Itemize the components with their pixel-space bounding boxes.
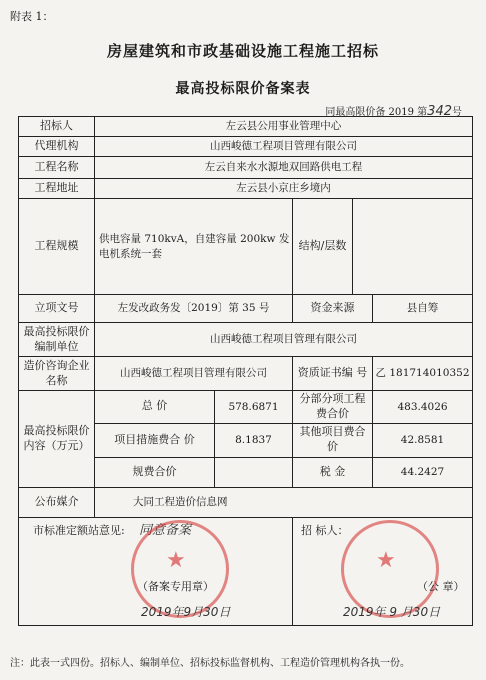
structure-value: [353, 199, 473, 295]
filing-seal-star-icon: ★: [166, 547, 186, 573]
project-address-label: 工程地址: [19, 179, 95, 199]
tax-label: 税 金: [293, 457, 373, 487]
certificate-label: 资质证书编 号: [293, 357, 373, 391]
fund-source-label: 资金来源: [293, 295, 373, 323]
tenderer-label: 招标人: [19, 117, 95, 137]
media-value: 大同工程造价信息网: [95, 487, 473, 517]
serial-suffix: 号: [452, 107, 462, 118]
price-limit-label: 最高投标限价内容（万元）: [19, 391, 95, 488]
consultant-label: 造价咨询企业名称: [19, 357, 95, 391]
filing-date: 2019年9月30日: [141, 604, 231, 619]
structure-label: 结构/层数: [293, 199, 353, 295]
project-scale-value: 供电容量 710kvA，自建容量 200kw 发电机系统一套: [95, 199, 293, 295]
subitem-cost-label: 分部分项工程费合价: [293, 391, 373, 424]
subitem-cost-value: 483.4026: [373, 391, 473, 424]
serial-prefix: 同最高限价备 2019 第: [325, 107, 428, 118]
footer-note: 注：此表一式四份。招标人、编制单位、招标投标监督机构、工程造价管理机构各执一份。: [10, 658, 410, 669]
fee-value: [215, 457, 293, 487]
total-price-label: 总 价: [95, 391, 215, 424]
other-cost-label: 其他项目费合价: [293, 423, 373, 457]
fee-label: 规费合价: [95, 457, 215, 487]
project-address-value: 左云县小京庄乡境内: [95, 179, 473, 199]
approval-number-value: 左发改政务发〔2019〕第 35 号: [95, 295, 293, 323]
agency-value: 山西峻德工程项目管理有限公司: [95, 137, 473, 157]
project-name-value: 左云自来水水源地双回路供电工程: [95, 157, 473, 179]
document-title: 房屋建筑和市政基础设施工程施工招标: [106, 42, 379, 60]
tenderer-seal-star-icon: ★: [376, 547, 396, 573]
total-price-value: 578.6871: [215, 391, 293, 424]
measure-cost-label: 项目措施费合 价: [95, 423, 215, 457]
certificate-value: 乙 181714010352: [373, 357, 473, 391]
other-cost-value: 42.8581: [373, 423, 473, 457]
agency-label: 代理机构: [19, 137, 95, 157]
filing-seal-caption: （备案专用章）: [137, 579, 214, 593]
project-name-label: 工程名称: [19, 157, 95, 179]
compiler-label: 最高投标限价编制单位: [19, 323, 95, 357]
tenderer-seal-caption: （公 章）: [417, 579, 465, 593]
opinion-handwriting: 同意备案: [139, 522, 192, 538]
media-label: 公布媒介: [19, 487, 95, 517]
standards-station-label: 市标准定额站意见:: [33, 523, 125, 537]
fund-source-value: 县自筹: [373, 295, 473, 323]
tenderer-signature: [293, 517, 473, 625]
measure-cost-value: 8.1837: [215, 423, 293, 457]
serial-number: 342: [427, 104, 452, 119]
standards-station-opinion: [19, 517, 293, 625]
approval-number-label: 立项文号: [19, 295, 95, 323]
compiler-value: 山西峻德工程项目管理有限公司: [95, 323, 473, 357]
tax-value: 44.2427: [373, 457, 473, 487]
consultant-value: 山西峻德工程项目管理有限公司: [95, 357, 293, 391]
tenderer-value: 左云县公用事业管理中心: [95, 117, 473, 137]
document-subtitle: 最高投标限价备案表: [175, 81, 311, 97]
tenderer-sign-label: 招 标人：: [301, 523, 349, 537]
project-scale-label: 工程规模: [19, 199, 95, 295]
attachment-label: 附表 1：: [10, 10, 54, 23]
tenderer-sign-date: 2019年 9 月30日: [343, 604, 441, 619]
filing-table: [18, 116, 473, 626]
